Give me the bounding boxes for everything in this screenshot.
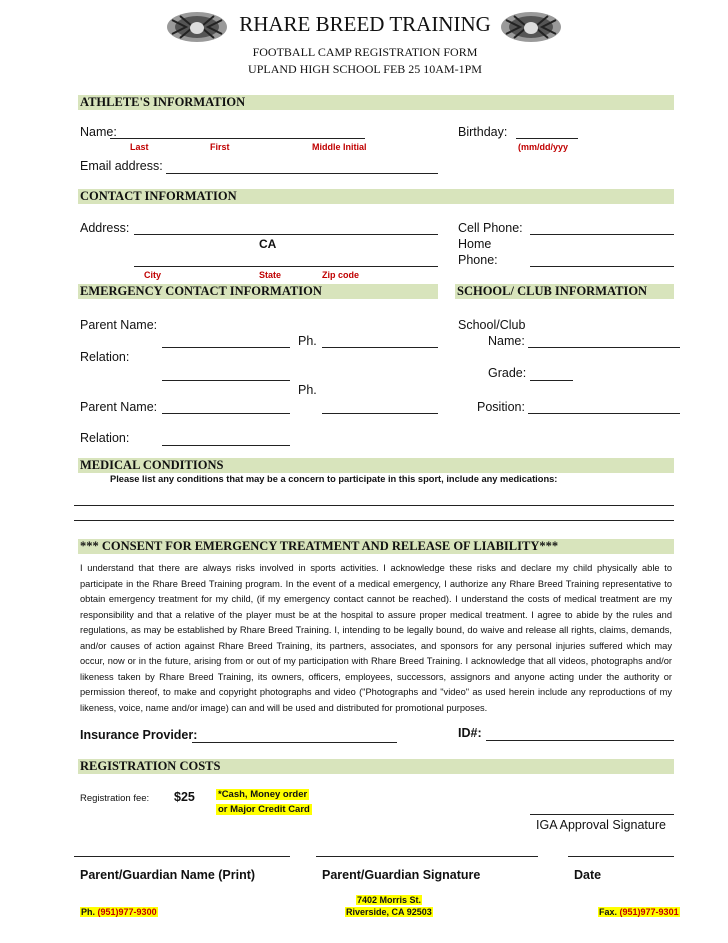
- emergency-section-header: [78, 284, 438, 299]
- id-field[interactable]: [486, 740, 674, 741]
- form-subtitle: FOOTBALL CAMP REGISTRATION FORM: [252, 45, 478, 59]
- footer-fax-label: Fax.: [599, 907, 618, 917]
- home-phone-label: Home: [458, 237, 492, 251]
- parent-name-1-label: Parent Name:: [80, 318, 158, 332]
- footer-street: 7402 Morris St.: [357, 895, 422, 905]
- city-hint: City: [144, 270, 162, 280]
- school-club-label: School/Club: [458, 318, 526, 332]
- parent-name-2-label: Parent Name:: [80, 400, 158, 414]
- footer-fax: [598, 907, 680, 917]
- insurance-field[interactable]: [192, 742, 397, 743]
- date-field[interactable]: [568, 856, 674, 857]
- tiger-logo-left-icon: [166, 10, 228, 44]
- ph-2-field[interactable]: [322, 413, 438, 414]
- footer-phone-value: (951)977-9300: [97, 907, 157, 917]
- medical-instruction: Please list any conditions that may be a concern to participate in this sport, include any medications:: [110, 474, 558, 484]
- home-phone-label-2: Phone:: [458, 253, 498, 267]
- camp-details: UPLAND HIGH SCHOOL FEB 25 10AM-1PM: [248, 62, 482, 76]
- grade-label: Grade:: [488, 366, 527, 380]
- birthday-field[interactable]: [516, 138, 578, 139]
- birthday-label: Birthday:: [458, 125, 508, 139]
- cell-phone-field[interactable]: [530, 234, 674, 235]
- consent-heading: *** CONSENT FOR EMERGENCY TREATMENT AND RELEASE OF LIABILITY***: [80, 539, 559, 553]
- cell-phone-label: Cell Phone:: [458, 221, 523, 235]
- guardian-signature-field[interactable]: [316, 856, 538, 857]
- state-value: CA: [259, 237, 277, 251]
- parent-name-1-field[interactable]: [162, 347, 290, 348]
- tiger-logo-right-icon: [500, 10, 562, 44]
- guardian-print-field[interactable]: [74, 856, 290, 857]
- iga-signature-field[interactable]: [530, 814, 674, 815]
- medical-section-header: [78, 458, 674, 473]
- school-section-header: [455, 284, 674, 299]
- school-name-field[interactable]: [528, 347, 680, 348]
- birthday-hint: (mm/dd/yyy: [518, 142, 569, 152]
- name-field[interactable]: [110, 138, 365, 139]
- first-hint: First: [210, 142, 230, 152]
- ph-1-field[interactable]: [322, 347, 438, 348]
- address-label: Address:: [80, 221, 130, 235]
- medical-line-1[interactable]: [74, 505, 674, 506]
- footer-city: Riverside, CA 92503: [346, 907, 432, 917]
- footer-fax-value: (951)977-9301: [619, 907, 679, 917]
- name-label: Name:: [80, 125, 117, 139]
- zip-hint: Zip code: [322, 270, 360, 280]
- form-title: RHARE BREED TRAINING: [239, 12, 491, 36]
- relation-2-label: Relation:: [80, 431, 130, 445]
- medical-heading: MEDICAL CONDITIONS: [80, 458, 224, 472]
- email-label: Email address:: [80, 159, 163, 173]
- fee-label: Registration fee:: [80, 793, 150, 804]
- school-heading: SCHOOL/ CLUB INFORMATION: [457, 284, 648, 298]
- relation-2-field[interactable]: [162, 445, 290, 446]
- footer-phone: [80, 907, 158, 917]
- fee-value: $25: [174, 790, 195, 804]
- last-hint: Last: [130, 142, 149, 152]
- athlete-section-header: [78, 95, 674, 110]
- consent-text: I understand that there are always risks involved in sports activities. I acknowledge these risks and declare my child physically able to participate in the Rhare Breed Training program. In the event of a medical emergency, I authorize any Rhare Breed Training representative to obtain emergency treatment for my child, (if my emergency contact cannot be reached). I understand the costs of medical treatment are my responsibility and that a relative of the player must be at the hospital to assure proper medical treatment. I agree to abide by the rules and regulations, as may be established by Rhare Breed Training. I, intending to be legally bound, do waive and release all rights, claims, demands, and/or causes of action against Rhare Breed Training, its partners, associates, and sponsors for any personal injuries suffered which may occur, now or in the future, arising from or out of my participation with Rhare Breed Training. I acknowledge that all videos, photographs and/or likeness taken by Rhare Breed Training, its owners, officers, employees, successors, assignors and anyone acting under the authority or permission thereof, to make and copyright photographs and video ("Photographs and "video" as used herein include any reproductions of my likeness, voice, name and/or image) can and will be used and distributed for promotional purposes.: [80, 563, 672, 713]
- date-label: Date: [574, 868, 602, 882]
- contact-section-header: [78, 189, 674, 204]
- costs-heading: REGISTRATION COSTS: [80, 759, 221, 773]
- contact-heading: CONTACT INFORMATION: [80, 189, 237, 203]
- home-phone-field[interactable]: [530, 266, 674, 267]
- costs-section-header: [78, 759, 674, 774]
- ph-2-label: Ph.: [298, 383, 317, 397]
- payment-methods-1: *Cash, Money order: [218, 789, 308, 800]
- guardian-print-label: Parent/Guardian Name (Print): [80, 868, 256, 882]
- school-name-label: Name:: [488, 334, 525, 348]
- athlete-heading: ATHLETE'S INFORMATION: [80, 95, 246, 109]
- city-state-zip-field[interactable]: [134, 266, 438, 267]
- iga-signature-label: IGA Approval Signature: [536, 818, 666, 832]
- footer-phone-label: Ph.: [81, 907, 96, 917]
- relation-1-field[interactable]: [162, 380, 290, 381]
- grade-field[interactable]: [530, 380, 573, 381]
- payment-methods-2: or Major Credit Card: [218, 804, 310, 815]
- guardian-signature-label: Parent/Guardian Signature: [322, 868, 481, 882]
- middle-hint: Middle Initial: [312, 142, 367, 152]
- address-field[interactable]: [134, 234, 438, 235]
- email-field[interactable]: [166, 173, 438, 174]
- emergency-heading: EMERGENCY CONTACT INFORMATION: [80, 284, 322, 298]
- ph-1-label: Ph.: [298, 334, 317, 348]
- id-label: ID#:: [458, 726, 482, 740]
- consent-section-header: [78, 539, 674, 554]
- position-field[interactable]: [528, 413, 680, 414]
- insurance-label: Insurance Provider:: [80, 728, 198, 742]
- state-hint: State: [259, 270, 282, 280]
- relation-1-label: Relation:: [80, 350, 130, 364]
- parent-name-2-field[interactable]: [162, 413, 290, 414]
- medical-line-2[interactable]: [74, 520, 674, 521]
- position-label: Position:: [477, 400, 525, 414]
